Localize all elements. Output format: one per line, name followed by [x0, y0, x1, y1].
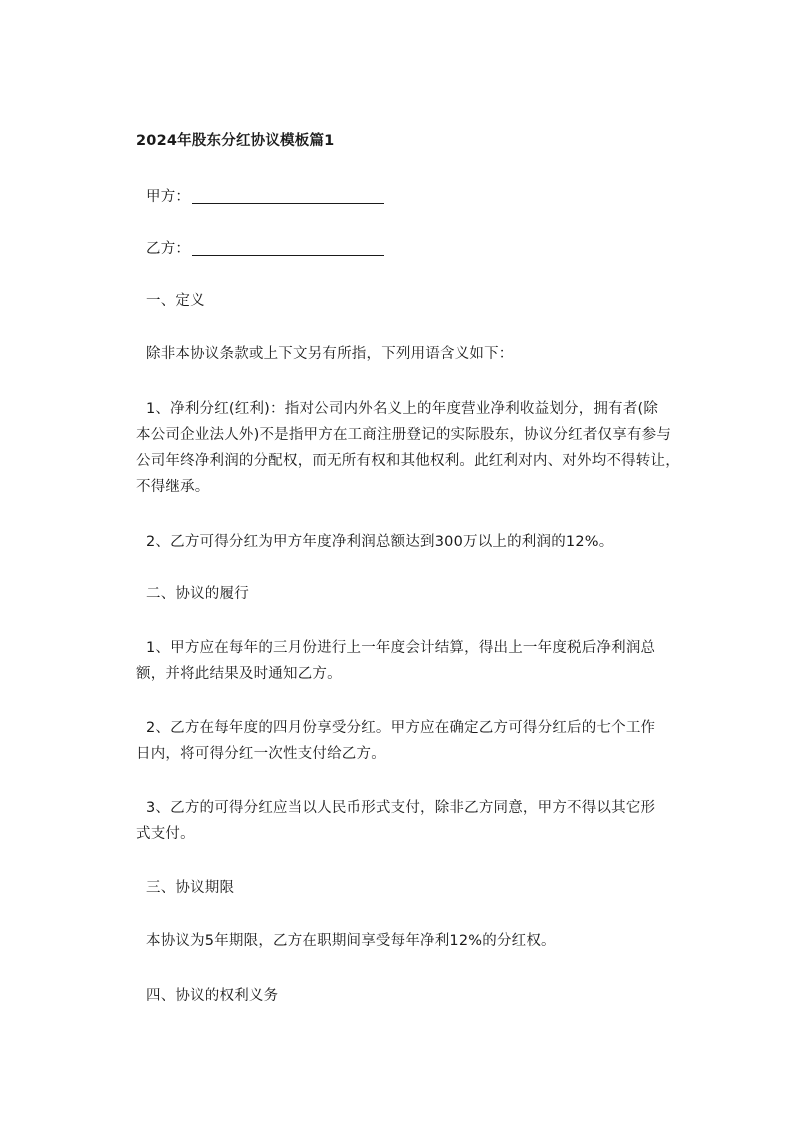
section-1-heading: 一、定义 — [146, 293, 205, 309]
party-b-line — [146, 236, 384, 262]
clause-2-2-line-2: 日内，将可得分红一次性支付给乙方。 — [136, 746, 386, 762]
section-3-body: 本协议为5年期限，乙方在职期间享受每年净利12%的分红权。 — [146, 933, 556, 949]
clause-1-1-line-1: 1、净利分红(红利)：指对公司内外名义上的年度营业净利收益划分，拥有者(除 — [146, 401, 659, 417]
document-title: 2024年股东分红协议模板篇1 — [136, 133, 335, 149]
clause-1-2: 2、乙方可得分红为甲方年度净利润总额达到300万以上的利润的12%。 — [146, 534, 614, 550]
clause-1-1-line-2: 本公司企业法人外)不是指甲方在工商注册登记的实际股东，协议分红者仅享有参与 — [136, 427, 672, 443]
clause-2-1-line-1: 1、甲方应在每年的三月份进行上一年度会计结算，得出上一年度税后净利润总 — [146, 640, 656, 656]
party-b-blank — [192, 240, 384, 256]
clause-2-3-line-1: 3、乙方的可得分红应当以人民币形式支付，除非乙方同意，甲方不得以其它形 — [146, 800, 656, 816]
party-a-blank — [192, 188, 384, 204]
clause-1-1-line-3: 公司年终净利润的分配权，而无所有权和其他权利。此红利对内、对外均不得转让， — [136, 453, 680, 469]
clause-2-2-line-1: 2、乙方在每年度的四月份享受分红。甲方应在确定乙方可得分红后的七个工作 — [146, 720, 656, 736]
party-a-label: 甲方： — [146, 189, 191, 205]
section-4-heading: 四、协议的权利义务 — [146, 988, 279, 1004]
party-a-line — [146, 184, 384, 210]
clause-1-1-line-4: 不得继承。 — [136, 479, 210, 495]
clause-2-1-line-2: 额，并将此结果及时通知乙方。 — [136, 666, 342, 682]
section-3-heading: 三、协议期限 — [146, 880, 235, 896]
clause-2-3-line-2: 式支付。 — [136, 826, 195, 842]
party-b-label: 乙方： — [146, 241, 191, 257]
section-1-intro: 除非本协议条款或上下文另有所指，下列用语含义如下： — [146, 346, 514, 362]
section-2-heading: 二、协议的履行 — [146, 586, 249, 602]
